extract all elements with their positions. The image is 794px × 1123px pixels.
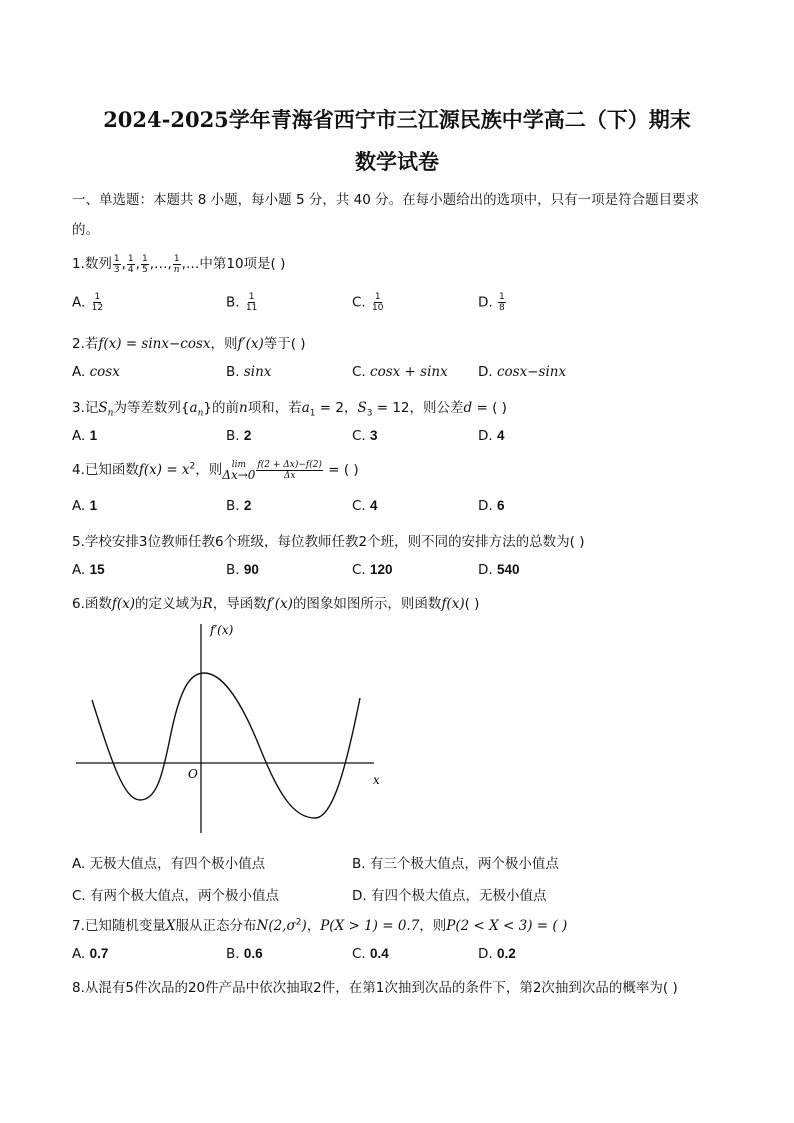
q7-option-a[interactable]: A. 0.7 [72,946,109,962]
fraction: $\frac{1}{5}$ [141,253,148,275]
origin-label: O [188,767,198,781]
derivative-graph [70,618,390,840]
x-axis-label: x [373,773,380,787]
question-7: 7.已知随机变量X服从正态分布$N(2,\sigma^2)$，P(X > 1) = 0.7，则P(2 < X < 3) = ( ) [72,917,568,934]
q4-option-b[interactable]: B. 2 [226,498,252,514]
q6-option-c[interactable]: C. 有两个极大值点，两个极小值点 [72,888,280,904]
exam-title: 2024-2025学年青海省西宁市三江源民族中学高二（下）期末 [103,107,691,132]
q5-option-b[interactable]: B. 90 [226,562,259,578]
limit-expression: lim Δx→0 [222,460,256,482]
q7-option-b[interactable]: B. 0.6 [226,946,263,962]
q3-option-a[interactable]: A. 1 [72,428,98,444]
question-5: 5.学校安排3位教师任教6个班级，每位教师任教2个班，则不同的安排方法的总数为( ) [72,534,585,550]
q5-option-c[interactable]: C. 120 [352,562,393,578]
fraction: $\frac{1}{3}$ [113,253,120,275]
q5-option-d[interactable]: D. 540 [478,562,520,578]
q6-option-a[interactable]: A. 无极大值点，有四个极小值点 [72,856,266,872]
q4-option-d[interactable]: D. 6 [478,498,505,514]
fraction: $\frac{1}{4}$ [127,253,134,275]
q1-option-c[interactable]: C. $\frac{1}{10}$ [352,292,384,313]
question-3: 3.记$S_n$为等差数列$\{a_n\}$的前n项和，若$a_1 = 2$，$S_3 = 12$，则公差d = ( ) [72,400,507,419]
question-8: 8.从混有5件次品的20件产品中依次抽取2件，在第1次抽到次品的条件下，第2次抽到次品的概率为( ) [72,980,678,996]
question-6: 6.函数f(x)的定义域为R，导函数f′(x)的图象如图所示，则函数f(x)( ) [72,596,480,612]
q3-option-b[interactable]: B. 2 [226,428,252,444]
q7-option-d[interactable]: D. 0.2 [478,946,516,962]
derivative-curve [92,673,360,818]
question-1: 1.数列 $\frac{1}{3}$ , $\frac{1}{4}$ , $\frac{1}{5}$ ,…, $\frac{1}{n}$ ,…中第10项是( ) [72,253,286,275]
q1-option-d[interactable]: D. $\frac{1}{8}$ [478,292,505,313]
y-axis-label: f′(x) [210,623,234,637]
question-4: 4.已知函数$f(x) = x^2$，则 lim Δx→0 $\frac{f(2 + \Delta x)-f(2)}{\Delta x}$ = ( ) [72,459,359,482]
q3-option-d[interactable]: D. 4 [478,428,505,444]
q5-option-a[interactable]: A. 15 [72,562,105,578]
q2-option-c[interactable]: C. cosx + sinx [352,364,448,380]
exam-subtitle: 数学试卷 [355,149,439,174]
q2-option-b[interactable]: B. sinx [226,364,272,380]
q7-option-c[interactable]: C. 0.4 [352,946,389,962]
q6-option-b[interactable]: B. 有三个极大值点，两个极小值点 [352,856,559,872]
q4-option-a[interactable]: A. 1 [72,498,98,514]
q6-option-d[interactable]: D. 有四个极大值点，无极小值点 [352,888,547,904]
q2-option-a[interactable]: A. cosx [72,364,120,380]
q2-option-d[interactable]: D. cosx−sinx [478,364,567,380]
q3-option-c[interactable]: C. 3 [352,428,378,444]
q4-option-c[interactable]: C. 4 [352,498,378,514]
q1-option-b[interactable]: B. $\frac{1}{11}$ [226,292,258,313]
question-2: 2.若f(x) = sinx−cosx，则f′(x)等于( ) [72,336,306,352]
q1-option-a[interactable]: A. $\frac{1}{12}$ [72,292,104,313]
fraction: $\frac{1}{n}$ [173,253,180,275]
section-heading-cont: 的。 [72,222,99,238]
section-heading: 一、单选题：本题共 8 小题，每小题 5 分，共 40 分。在每小题给出的选项中，只有一项是符合题目要求 [72,192,700,208]
fraction: $\frac{f(2 + \Delta x)-f(2)}{\Delta x}$ [257,459,322,481]
